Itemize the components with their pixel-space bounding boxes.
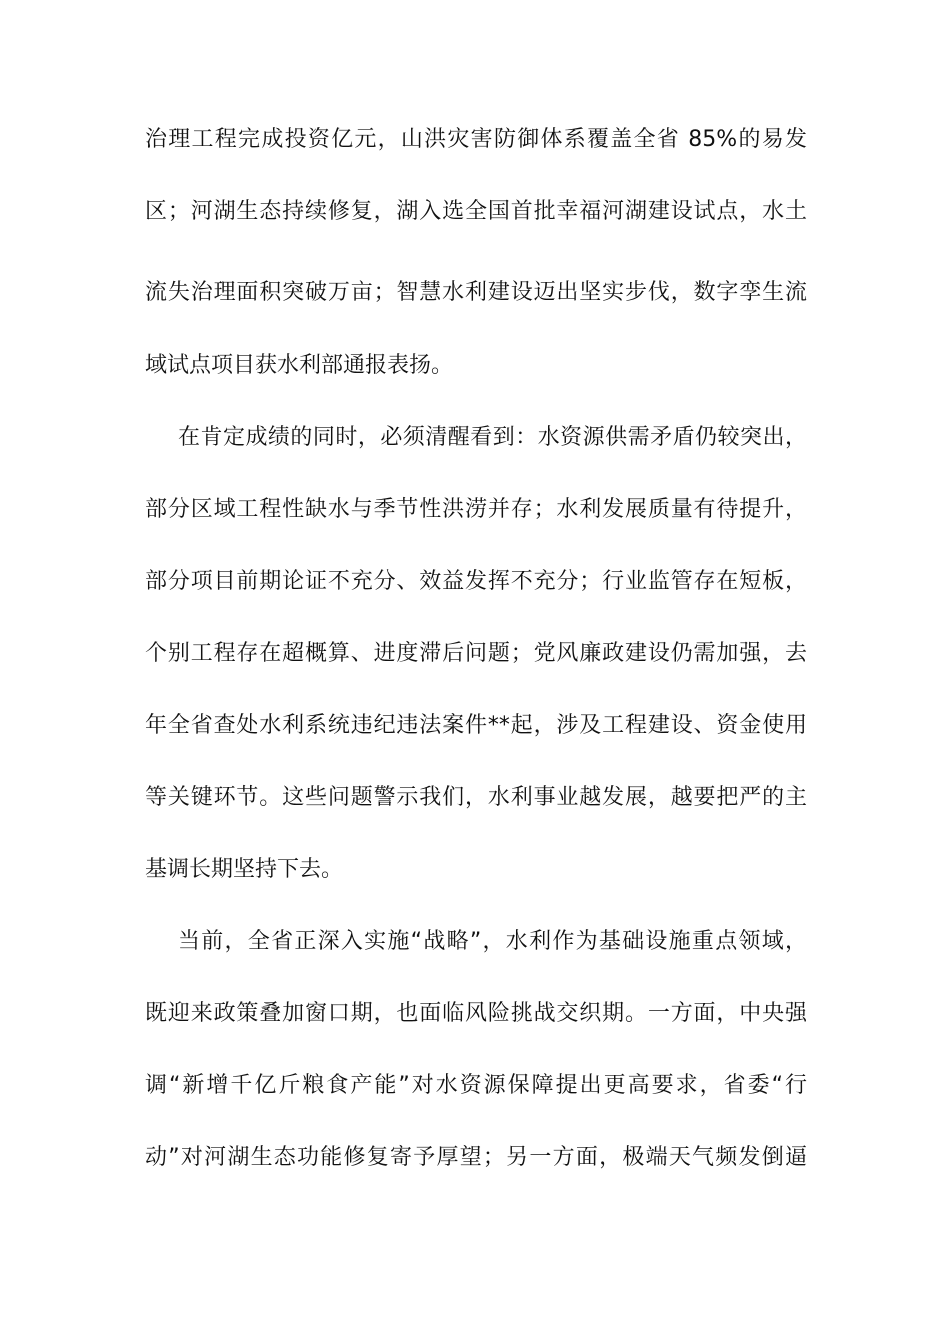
paragraph-1-line-3: 流失治理面积突破万亩；智慧水利建设迈出坚实步伐，数字孪生流 [145,280,807,305]
paragraph-2-line-6: 等关键环节。这些问题警示我们，水利事业越发展，越要把严的主 [145,785,807,810]
paragraph-1-line-4: 域试点项目获水利部通报表扬。 [145,353,454,378]
paragraph-2-line-7: 基调长期坚持下去。 [145,857,344,882]
paragraph-2-line-3: 部分项目前期论证不充分、效益发挥不充分；行业监管存在短板， [145,569,807,594]
paragraph-1-line-2: 区；河湖生态持续修复，湖入选全国首批幸福河湖建设试点，水土 [145,199,807,224]
paragraph-2-line-5: 年全省查处水利系统违纪违法案件**起，涉及工程建设、资金使用 [145,713,807,738]
paragraph-3-line-1: 当前，全省正深入实施“战略”，水利作为基础设施重点领域， [178,929,808,954]
paragraph-3-line-4: 动”对河湖生态功能修复寄予厚望；另一方面，极端天气频发倒逼 [145,1145,807,1170]
paragraph-2-line-1: 在肯定成绩的同时，必须清醒看到：水资源供需矛盾仍较突出， [178,425,807,450]
paragraph-3-line-3: 调“新增千亿斤粮食产能”对水资源保障提出更高要求，省委“行 [145,1073,807,1098]
paragraph-2-line-2: 部分区域工程性缺水与季节性洪涝并存；水利发展质量有待提升， [145,497,807,522]
paragraph-1-line-1: 治理工程完成投资亿元，山洪灾害防御体系覆盖全省 85%的易发 [145,127,807,152]
paragraph-2-line-4: 个别工程存在超概算、进度滞后问题；党风廉政建设仍需加强，去 [145,641,807,666]
paragraph-3-line-2: 既迎来政策叠加窗口期，也面临风险挑战交织期。一方面，中央强 [145,1001,807,1026]
